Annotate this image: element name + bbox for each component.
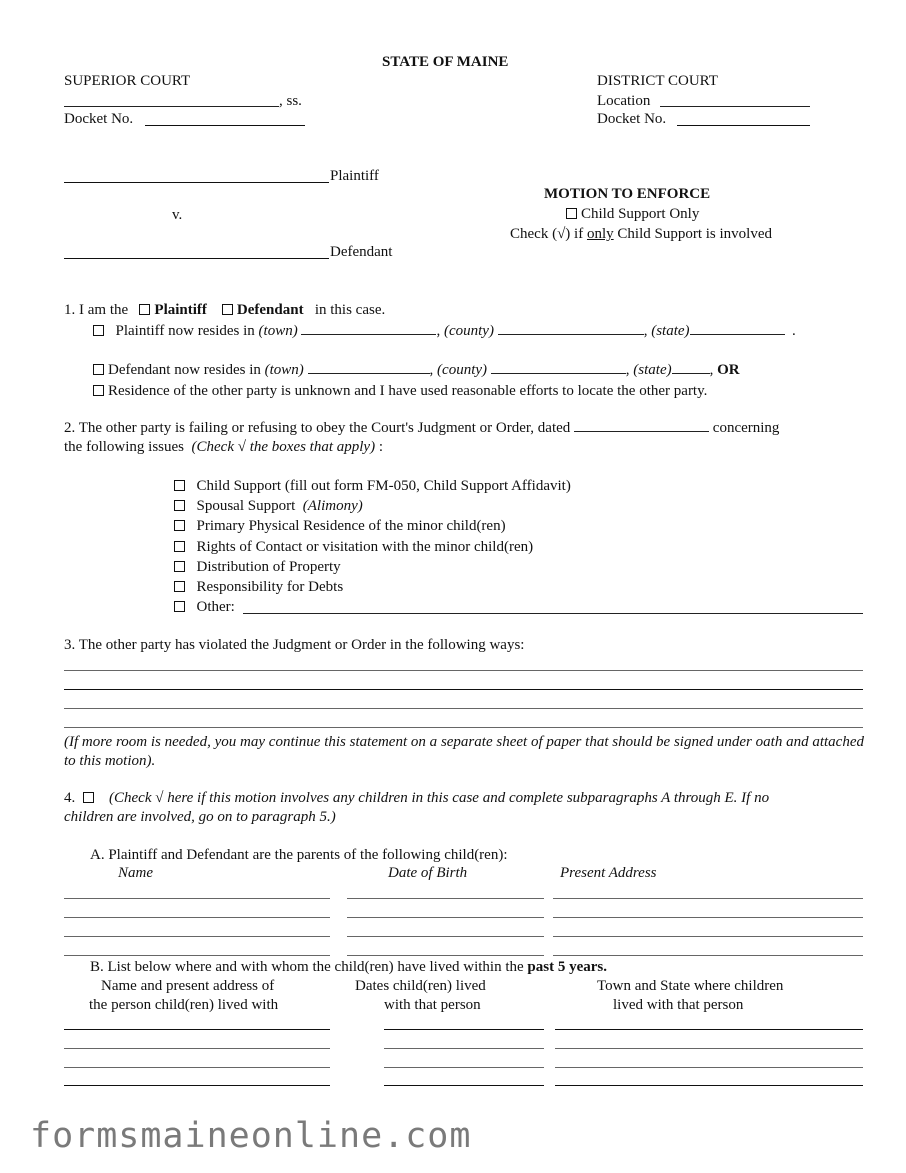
- issue-label: Responsibility for Debts: [196, 579, 344, 595]
- plaintiff-name-blank[interactable]: [64, 182, 329, 183]
- residence-person-line[interactable]: [64, 1085, 330, 1086]
- col-address: Present Address: [560, 865, 657, 881]
- plaintiff-resides-checkbox[interactable]: [93, 325, 104, 336]
- town-label: (town): [258, 323, 298, 339]
- state-blank[interactable]: [690, 333, 785, 335]
- plaintiff-resides-row: Plaintiff now resides in (town) , (county) , (state) .: [93, 324, 796, 339]
- child-address-line[interactable]: [553, 936, 863, 937]
- checkbox[interactable]: [174, 480, 185, 491]
- child-address-line[interactable]: [553, 955, 863, 956]
- para3-text: 3. The other party has violated the Judgment or Order in the following ways:: [64, 637, 525, 653]
- para4-text2: children are involved, go on to paragraph 5.): [64, 809, 336, 825]
- checkbox[interactable]: [174, 500, 185, 511]
- defendant-name-blank[interactable]: [64, 258, 329, 259]
- violation-line[interactable]: [64, 727, 863, 728]
- child-dob-line[interactable]: [347, 936, 544, 937]
- issue-distribution-property[interactable]: [174, 560, 341, 575]
- b-col3-l2: lived with that person: [613, 997, 744, 1013]
- issue-spousal-support[interactable]: [174, 499, 363, 514]
- defendant-resides-checkbox[interactable]: [93, 364, 104, 375]
- docket-right-label: Docket No.: [597, 111, 667, 127]
- child-address-line[interactable]: [553, 898, 863, 899]
- issue-label: Other:: [196, 599, 235, 615]
- b-col2-l1: Dates child(ren) lived: [355, 978, 486, 994]
- issue-child-support[interactable]: [174, 479, 571, 494]
- checkbox[interactable]: [174, 561, 185, 572]
- defendant-resides-row: Defendant now resides in (town) , (county) , (state) , OR: [93, 363, 740, 378]
- residence-town-line[interactable]: [555, 1085, 863, 1086]
- residence-dates-line[interactable]: [384, 1085, 544, 1086]
- order-date-blank[interactable]: [574, 430, 709, 432]
- alimony-label: (Alimony): [302, 498, 363, 514]
- district-court-label: DISTRICT COURT: [597, 73, 718, 89]
- issue-rights-of-contact[interactable]: [174, 540, 533, 555]
- site-watermark: formsmaineonline.com: [30, 1116, 472, 1156]
- defendant-resides-label: Defendant now resides in: [108, 362, 261, 378]
- para4-row: [64, 791, 769, 806]
- child-dob-line[interactable]: [347, 917, 544, 918]
- para3-note: (If more room is needed, you may continue this statement on a separate sheet of paper that should be signed under oath and attached to this motion).: [64, 734, 864, 769]
- para2-line1: [64, 421, 779, 436]
- residence-town-line[interactable]: [555, 1048, 863, 1049]
- checkbox[interactable]: [174, 541, 185, 552]
- para2-line2: [64, 440, 383, 455]
- col-name: Name: [118, 865, 153, 881]
- violation-line[interactable]: [64, 708, 863, 709]
- state-blank[interactable]: [672, 372, 710, 374]
- county-blank[interactable]: [64, 106, 279, 107]
- b-col3-l1: Town and State where children: [597, 978, 784, 994]
- checkbox[interactable]: [174, 581, 185, 592]
- check-prefix: Check (√) if: [510, 226, 584, 242]
- issue-debts[interactable]: [174, 580, 343, 595]
- residence-person-line[interactable]: [64, 1029, 330, 1030]
- location-blank[interactable]: [660, 106, 810, 107]
- concerning-label: concerning: [712, 420, 780, 436]
- child-name-line[interactable]: [64, 917, 330, 918]
- col-dob: Date of Birth: [388, 865, 468, 881]
- issue-label: Child Support (fill out form FM-050, Child Support Affidavit): [196, 478, 571, 494]
- para4a-title: A. Plaintiff and Defendant are the parents of the following child(ren):: [90, 847, 508, 863]
- child-name-line[interactable]: [64, 936, 330, 937]
- issues-instruction: (Check √ the boxes that apply): [191, 439, 376, 455]
- county-blank[interactable]: [498, 333, 644, 335]
- plaintiff-option-label: Plaintiff: [154, 302, 207, 318]
- plaintiff-checkbox[interactable]: [139, 304, 150, 315]
- residence-unknown-checkbox[interactable]: [93, 385, 104, 396]
- child-name-line[interactable]: [64, 955, 330, 956]
- check-only: only: [586, 226, 614, 242]
- defendant-label: Defendant: [330, 244, 393, 260]
- b-title-bold: past 5 years.: [527, 959, 607, 975]
- defendant-option-label: Defendant: [236, 302, 304, 318]
- residence-town-line[interactable]: [555, 1067, 863, 1068]
- issue-label: Primary Physical Residence of the minor child(ren): [196, 518, 506, 534]
- plaintiff-resides-label: Plaintiff now resides in: [115, 323, 255, 339]
- iam-label: 1. I am the: [64, 302, 129, 318]
- issues-prefix: the following issues: [64, 439, 184, 455]
- residence-unknown-label: Residence of the other party is unknown and I have used reasonable efforts to locate the other party.: [108, 383, 708, 399]
- check-suffix: Child Support is involved: [617, 226, 772, 242]
- issue-other[interactable]: [174, 600, 235, 615]
- docket-right-blank[interactable]: [677, 125, 810, 126]
- location-label: Location: [597, 93, 651, 109]
- residence-person-line[interactable]: [64, 1067, 330, 1068]
- checkbox[interactable]: [174, 520, 185, 531]
- residence-dates-line[interactable]: [384, 1048, 544, 1049]
- checkbox[interactable]: [566, 208, 577, 219]
- para4-text1: (Check √ here if this motion involves any children in this case and complete subparagraphs A through E. If no: [109, 790, 770, 806]
- child-support-only-option[interactable]: [566, 207, 699, 222]
- county-label: (county): [437, 362, 488, 378]
- versus-label: v.: [172, 207, 183, 223]
- ss-label: , ss.: [279, 93, 302, 109]
- para2-text: 2. The other party is failing or refusing to obey the Court's Judgment or Order, dated: [64, 420, 571, 436]
- residence-unknown-row: [93, 384, 707, 399]
- town-blank[interactable]: [301, 333, 436, 335]
- residence-dates-line[interactable]: [384, 1067, 544, 1068]
- plaintiff-label: Plaintiff: [330, 168, 379, 184]
- county-label: (county): [443, 323, 494, 339]
- superior-court-label: SUPERIOR COURT: [64, 73, 191, 89]
- child-address-line[interactable]: [553, 917, 863, 918]
- child-dob-line[interactable]: [347, 955, 544, 956]
- residence-dates-line[interactable]: [384, 1029, 544, 1030]
- b-col1-l1: Name and present address of: [101, 978, 275, 994]
- issue-label: Spousal Support: [196, 498, 296, 514]
- residence-town-line[interactable]: [555, 1029, 863, 1030]
- issues-suffix: :: [378, 439, 384, 455]
- para1-iam: [64, 303, 385, 318]
- town-label: (town): [264, 362, 304, 378]
- in-case-label: in this case.: [314, 302, 386, 318]
- check-instruction: [510, 227, 772, 242]
- issue-label: Distribution of Property: [196, 559, 341, 575]
- residence-person-line[interactable]: [64, 1048, 330, 1049]
- town-blank[interactable]: [308, 372, 430, 374]
- violation-line[interactable]: [64, 689, 863, 690]
- other-blank[interactable]: [243, 613, 863, 614]
- state-title: STATE OF MAINE: [382, 54, 509, 70]
- defendant-checkbox[interactable]: [222, 304, 233, 315]
- b-title-text: B. List below where and with whom the child(ren) have lived within the: [90, 959, 524, 975]
- docket-left-label: Docket No.: [64, 111, 134, 127]
- violation-line[interactable]: [64, 670, 863, 671]
- child-name-line[interactable]: [64, 898, 330, 899]
- motion-title: MOTION TO ENFORCE: [544, 186, 711, 202]
- b-col1-l2: the person child(ren) lived with: [89, 997, 279, 1013]
- checkbox[interactable]: [174, 601, 185, 612]
- children-checkbox[interactable]: [83, 792, 94, 803]
- b-col2-l2: with that person: [384, 997, 481, 1013]
- state-label: (state): [651, 323, 690, 339]
- para4-num: 4.: [64, 790, 76, 806]
- state-label: (state): [633, 362, 672, 378]
- para4b-title: [90, 960, 607, 975]
- county-blank[interactable]: [491, 372, 626, 374]
- or-label: OR: [717, 362, 740, 378]
- child-dob-line[interactable]: [347, 898, 544, 899]
- issue-primary-residence[interactable]: [174, 519, 506, 534]
- child-support-only-label: Child Support Only: [581, 206, 700, 222]
- docket-left-blank[interactable]: [145, 125, 305, 126]
- issue-label: Rights of Contact or visitation with the minor child(ren): [196, 539, 534, 555]
